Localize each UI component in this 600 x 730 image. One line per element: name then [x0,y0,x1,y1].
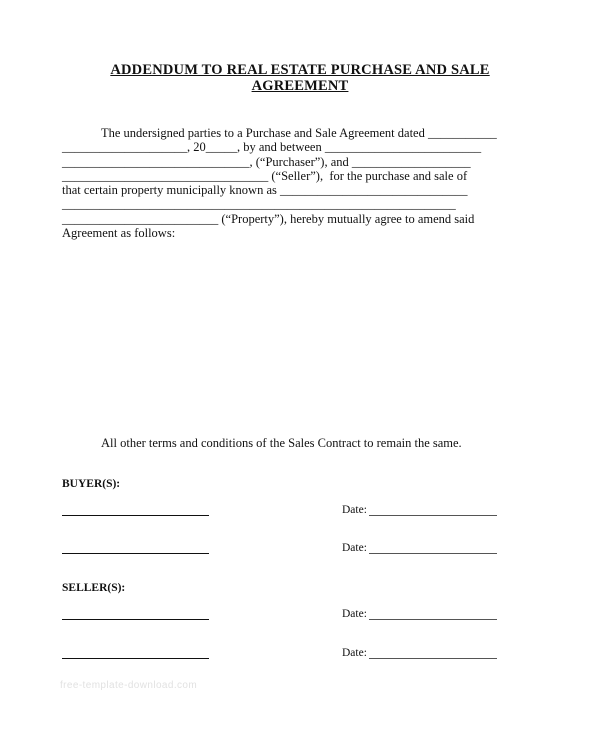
seller-date-label-1: Date: [342,608,367,620]
seller-date-label-2: Date: [342,647,367,659]
seller-signature-line-2[interactable] [62,658,209,659]
closing-statement: All other terms and conditions of the Sales Contract to remain the same. [101,436,462,450]
seller-date-line-1[interactable] [369,619,497,620]
buyer-date-line-1[interactable] [369,515,497,516]
body-line-7: _________________________ (“Property”), hereby mutually agree to amend said [62,212,475,226]
body-line-3: ______________________________, (“Purchaser”), and ___________________ [62,155,471,169]
buyer-date-label-2: Date: [342,542,367,554]
buyers-label: BUYER(S): [62,478,121,490]
buyer-signature-line-1[interactable] [62,515,209,516]
body-line-2: ____________________, 20_____, by and between _________________________ [62,140,482,154]
body-line-4: _________________________________ (“Seller”), for the purchase and sale of [62,169,468,183]
body-line-1: The undersigned parties to a Purchase and Sale Agreement dated ___________ [101,126,497,140]
body-line-8: Agreement as follows: [62,226,176,240]
sellers-label: SELLER(S): [62,582,126,594]
buyer-signature-line-2[interactable] [62,553,209,554]
seller-date-line-2[interactable] [369,658,497,659]
buyer-date-label-1: Date: [342,504,367,516]
body-line-5: that certain property municipally known as ______________________________ [62,183,468,197]
seller-signature-line-1[interactable] [62,619,209,620]
body-line-6: _______________________________________________________________ [62,197,456,211]
document-title-line-1: ADDENDUM TO REAL ESTATE PURCHASE AND SALE [110,62,490,78]
buyer-date-line-2[interactable] [369,553,497,554]
watermark-text: free-template-download.com [60,680,198,691]
document-title-line-2: AGREEMENT [251,78,349,94]
